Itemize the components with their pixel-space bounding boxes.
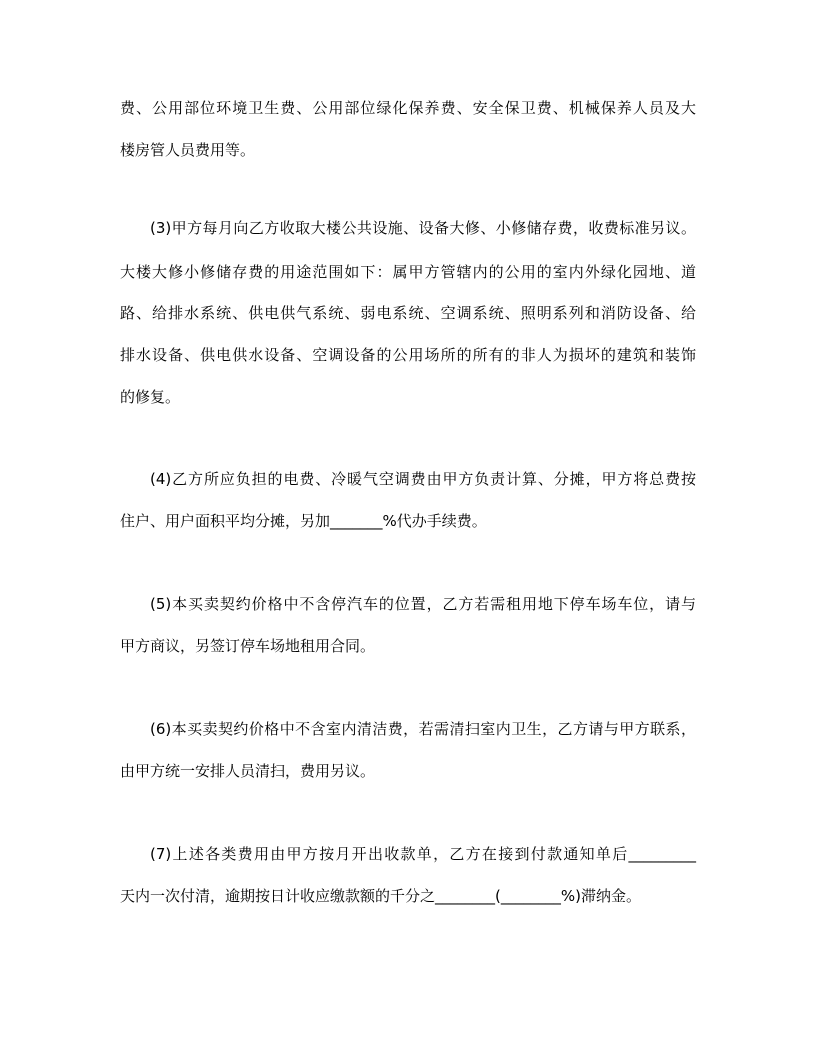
clause-6-line-2: 由甲方统一安排人员清扫，费用另议。 xyxy=(120,762,376,780)
clause-7-line-1: (7)上述各类费用由甲方按月开出收款单，乙方在接到付款通知单后_________ xyxy=(150,845,696,863)
clause-4-line-1: (4)乙方所应负担的电费、冷暖气空调费由甲方负责计算、分摊，甲方将总费按 xyxy=(150,470,696,488)
clause-5-line-2: 甲方商议，另签订停车场地租用合同。 xyxy=(120,637,376,655)
clause-5-line-1: (5)本买卖契约价格中不含停汽车的位置，乙方若需租用地下停车场车位，请与 xyxy=(150,595,696,613)
fees-paragraph-line-1: 费、公用部位环境卫生费、公用部位绿化保养费、安全保卫费、机械保养人员及大 xyxy=(120,99,696,117)
fees-paragraph-line-2: 楼房管人员费用等。 xyxy=(120,141,256,159)
clause-3-line-3: 路、给排水系统、供电供气系统、弱电系统、空调系统、照明系列和消防设备、给 xyxy=(120,304,696,322)
clause-3-line-5: 的修复。 xyxy=(120,388,181,406)
clause-3-line-4: 排水设备、供电供水设备、空调设备的公用场所的所有的非人为损坏的建筑和装饰 xyxy=(120,346,696,364)
clause-3-line-1: (3)甲方每月向乙方收取大楼公共设施、设备大修、小修储存费，收费标准另议。 xyxy=(150,219,696,237)
clause-3-line-2: 大楼大修小修储存费的用途范围如下：属甲方管辖内的公用的室内外绿化园地、道 xyxy=(120,263,696,281)
clause-7-line-2: 天内一次付清，逾期按日计收应缴款额的千分之________(________%)滞纳金。 xyxy=(120,887,641,905)
clause-4-line-2: 住户、用户面积平均分摊，另加_______%代办手续费。 xyxy=(120,512,487,530)
clause-6-line-1: (6)本买卖契约价格中不含室内清洁费，若需清扫室内卫生，乙方请与甲方联系， xyxy=(150,720,696,738)
